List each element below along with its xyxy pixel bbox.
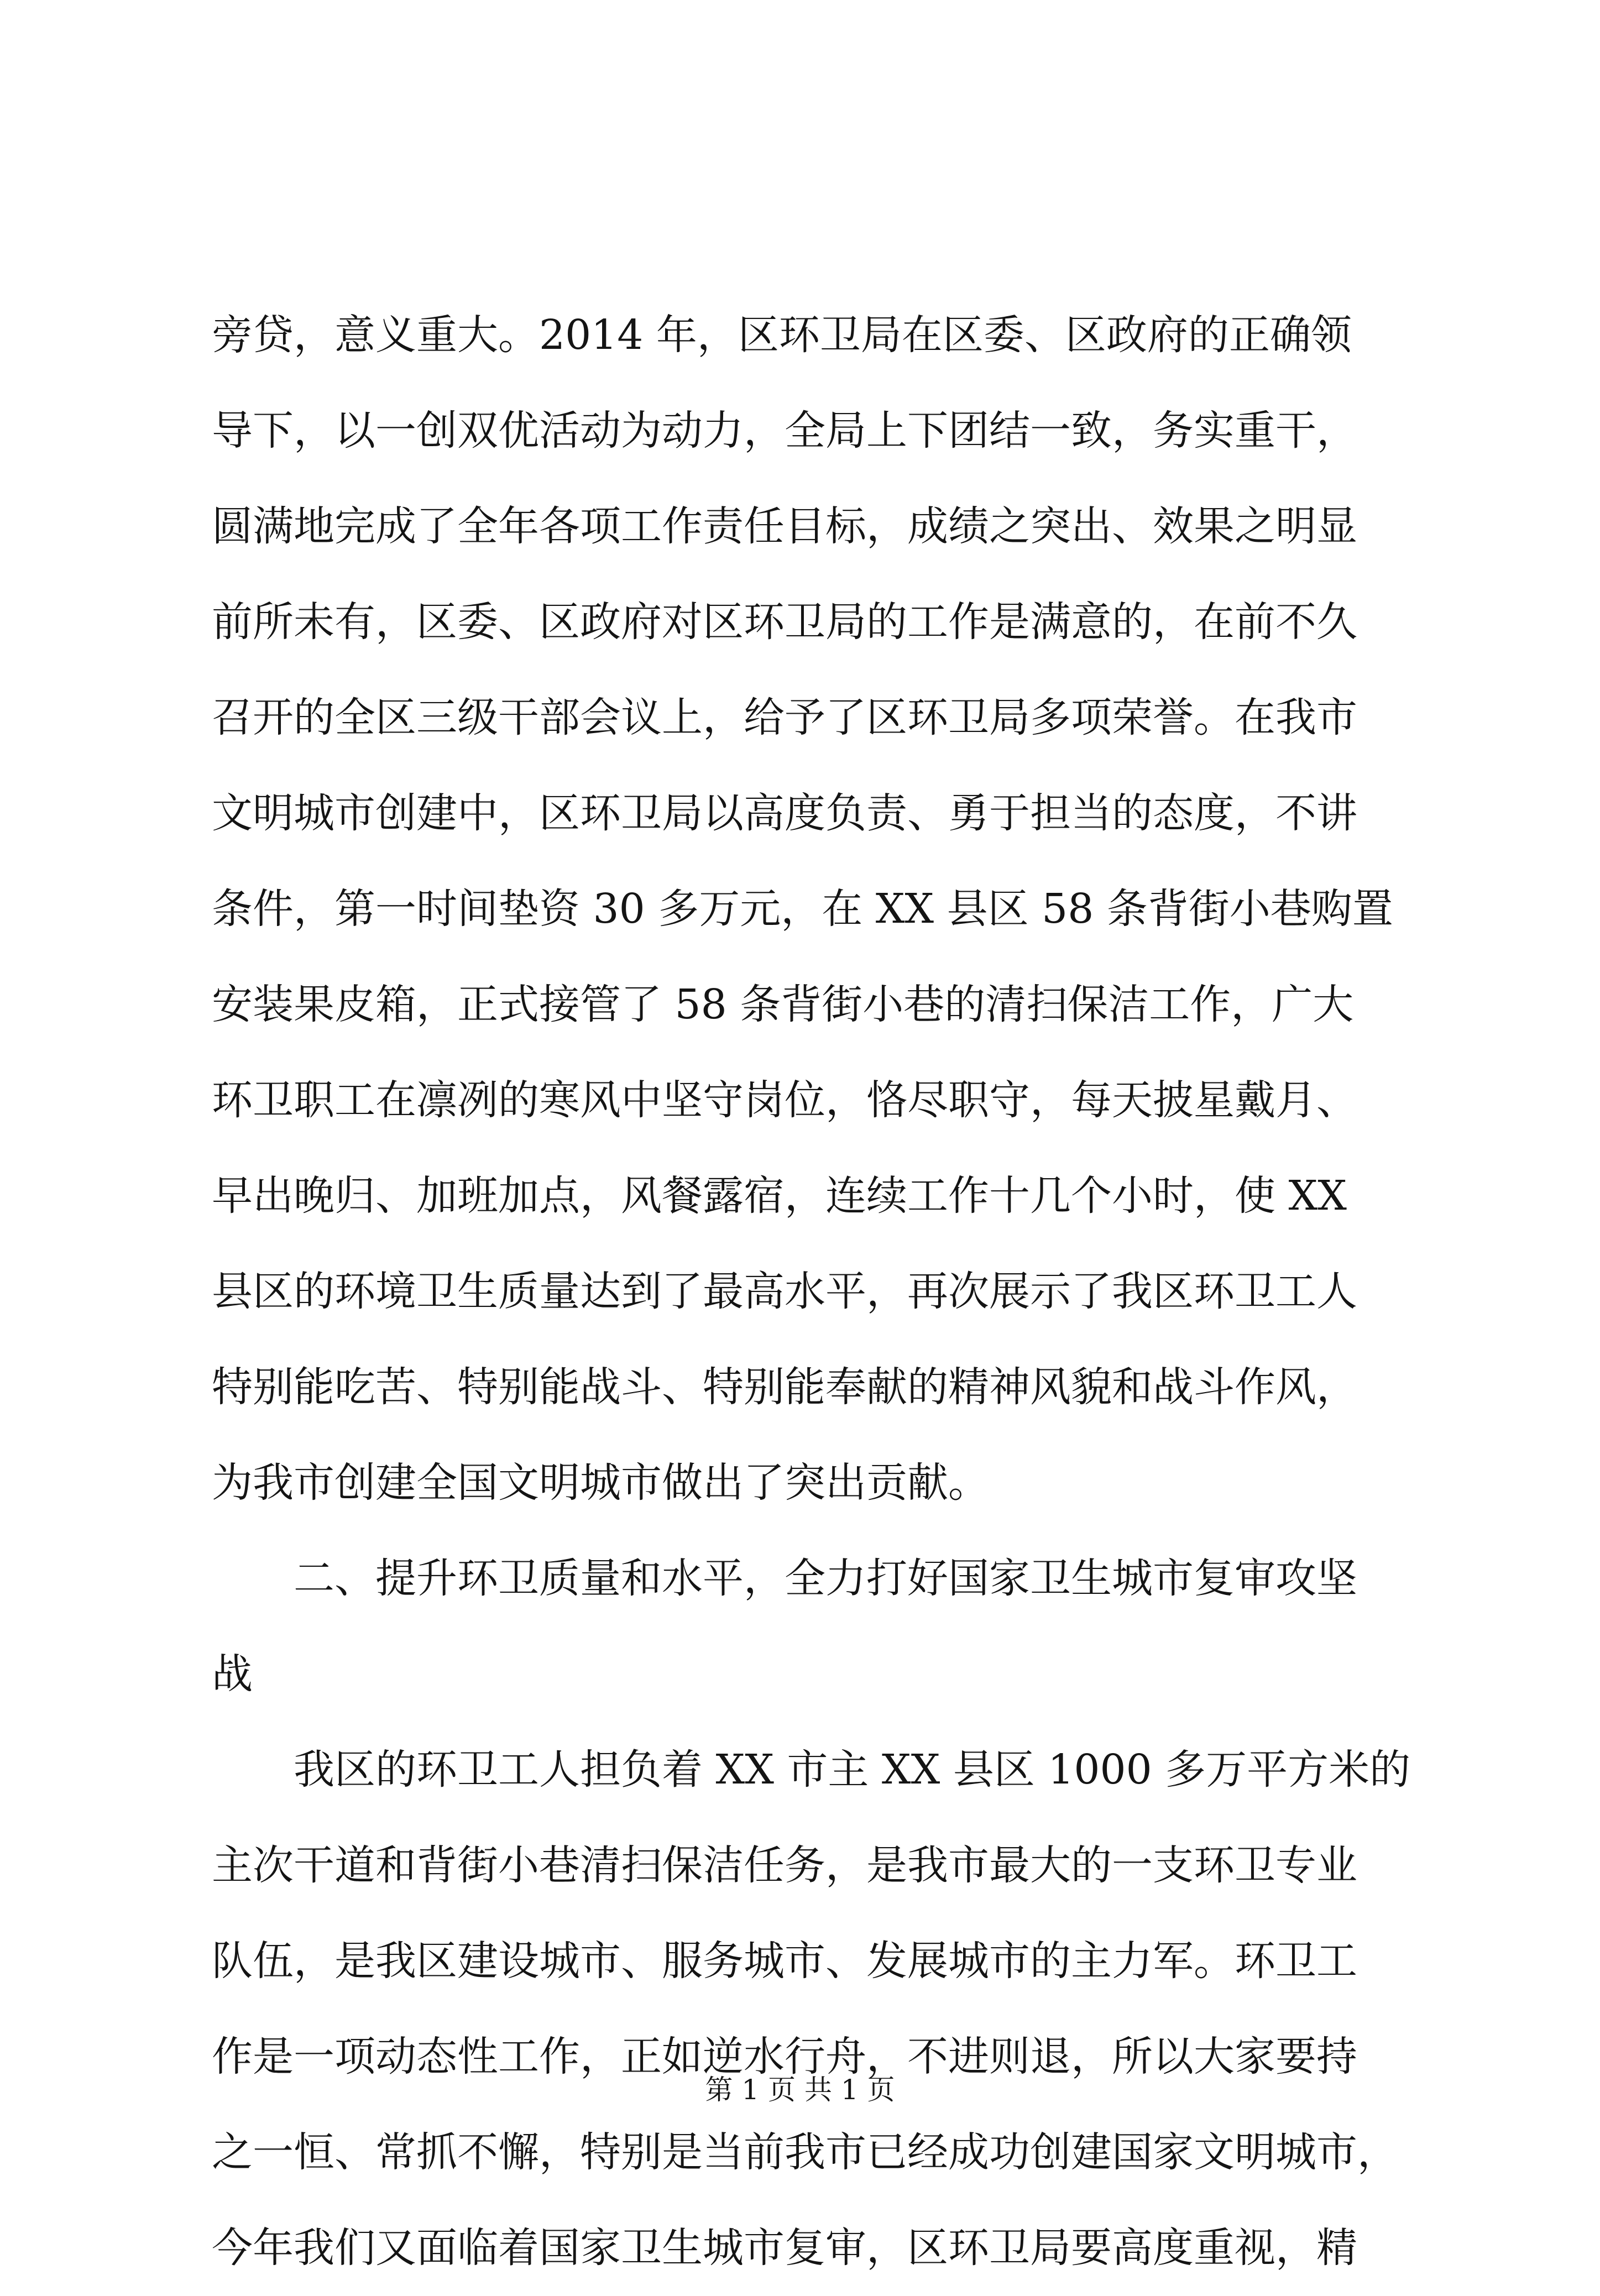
section-heading-line: 战 (212, 1650, 253, 1698)
text-line: 我区的环卫工人担负着 XX 市主 XX 县区 1000 多万平方米的 (294, 1746, 1411, 1793)
text-line: 条件，第一时间垫资 30 多万元，在 XX 县区 58 条背街小巷购置 (212, 885, 1393, 933)
text-line: 早出晚归、加班加点，风餐露宿，连续工作十几个小时，使 XX (212, 1172, 1347, 1220)
text-line: 文明城市创建中，区环卫局以高度负责、勇于担当的态度，不讲 (212, 789, 1357, 837)
text-line: 队伍，是我区建设城市、服务城市、发展城市的主力军。环卫工 (212, 1937, 1357, 1985)
text-line: 作是一项动态性工作，正如逆水行舟，不进则退，所以大家要持 (212, 2033, 1357, 2080)
text-line: 县区的环境卫生质量达到了最高水平，再次展示了我区环卫工人 (212, 1268, 1357, 1315)
text-line: 今年我们又面临着国家卫生城市复审，区环卫局要高度重视，精 (212, 2224, 1357, 2272)
text-line: 旁贷，意义重大。2014 年，区环卫局在区委、区政府的正确领 (212, 311, 1352, 359)
text-line: 主次干道和背街小巷清扫保洁任务，是我市最大的一支环卫专业 (212, 1842, 1357, 1889)
text-line: 环卫职工在凛冽的寒风中坚守岗位，恪尽职守，每天披星戴月、 (212, 1076, 1357, 1124)
text-line: 召开的全区三级干部会议上，给予了区环卫局多项荣誉。在我市 (212, 694, 1357, 741)
text-line: 圆满地完成了全年各项工作责任目标，成绩之突出、效果之明显 (212, 503, 1357, 550)
text-line: 前所未有，区委、区政府对区环卫局的工作是满意的，在前不久 (212, 598, 1357, 646)
page-number-footer: 第 1 页 共 1 页 (705, 2074, 895, 2106)
text-line: 为我市创建全国文明城市做出了突出贡献。 (212, 1459, 989, 1507)
text-line: 之一恒、常抓不懈，特别是当前我市已经成功创建国家文明城市， (212, 2128, 1398, 2176)
section-heading-line: 二、提升环卫质量和水平，全力打好国家卫生城市复审攻坚 (294, 1555, 1357, 1602)
text-line: 特别能吃苦、特别能战斗、特别能奉献的精神风貌和战斗作风， (212, 1363, 1357, 1411)
text-line: 安装果皮箱，正式接管了 58 条背街小巷的清扫保洁工作，广大 (212, 981, 1354, 1028)
document-body (212, 287, 1411, 2296)
text-line: 导下，以一创双优活动为动力，全局上下团结一致，务实重干， (212, 407, 1357, 454)
